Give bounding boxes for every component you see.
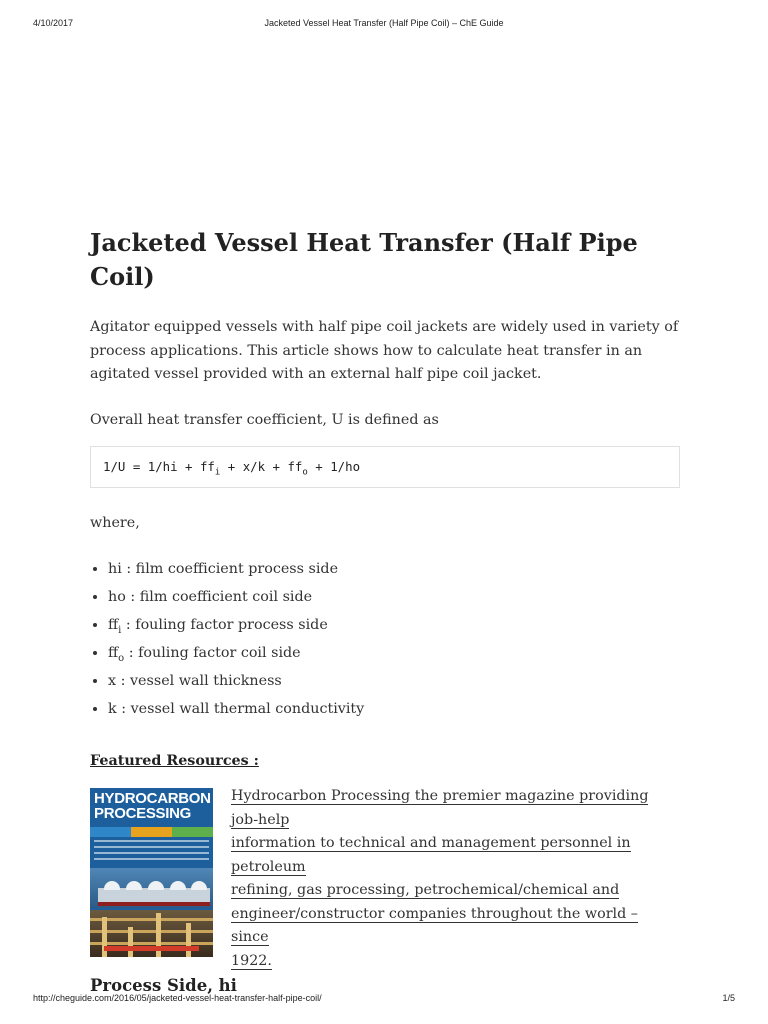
- list-item: [108, 670, 680, 698]
- featured-resources-heading: Featured Resources :: [90, 753, 259, 770]
- definition-text: : film coefficient process side: [121, 560, 339, 577]
- equation-part: 1/U = 1/hi + ff: [103, 459, 215, 474]
- print-page-title: Jacketed Vessel Heat Transfer (Half Pipe Coil) – ChE Guide: [264, 18, 504, 28]
- definition-text: : vessel wall thickness: [116, 673, 282, 690]
- definition-text: : film coefficient coil side: [125, 588, 313, 605]
- equation-subscript: o: [302, 467, 308, 478]
- equation-part: + 1/ho: [307, 459, 361, 474]
- definition-text: : fouling factor process side: [121, 616, 328, 633]
- list-item: [108, 698, 680, 726]
- resource-link-line[interactable]: 1922.: [231, 952, 272, 969]
- cover-title-line: HYDROCARBON: [94, 790, 211, 808]
- print-date: 4/10/2017: [33, 18, 74, 28]
- article-title: Jacketed Vessel Heat Transfer (Half Pipe Coil): [90, 228, 638, 291]
- definitions-list: [90, 558, 680, 727]
- u-definition-text: Overall heat transfer coefficient, U is defined as: [90, 411, 439, 428]
- resource-link-line[interactable]: Hydrocarbon Processing the premier magazine providing job-help: [231, 788, 649, 828]
- definition-symbol: ff: [108, 616, 119, 633]
- cover-masthead: [94, 791, 212, 821]
- definition-text: : vessel wall thermal conductivity: [116, 701, 365, 718]
- equation-subscript: i: [214, 467, 221, 478]
- page-number: 1/5: [722, 993, 735, 1003]
- cover-ship: [98, 888, 210, 906]
- cover-text-lines: [94, 840, 209, 870]
- definition-subscript: o: [118, 652, 125, 664]
- cover-color-stripe: [90, 827, 213, 837]
- definition-symbol: ho: [108, 588, 126, 605]
- intro-paragraph: Agitator equipped vessels with half pipe coil jackets are widely used in variety of process applications. This article shows how to calculate heat transfer in an agitated vessel provided with an external half pipe coil jacket.: [90, 319, 679, 382]
- cover-title-line: PROCESSING: [94, 805, 192, 823]
- section-heading: Process Side, hi: [90, 976, 237, 996]
- definition-symbol: ff: [108, 644, 119, 661]
- equation-part: + x/k + ff: [220, 459, 303, 474]
- featured-resource: [90, 785, 680, 969]
- article: [90, 226, 680, 999]
- list-item: [108, 586, 680, 614]
- equation-box: [90, 446, 680, 488]
- definition-symbol: hi: [108, 560, 122, 577]
- page-url: http://cheguide.com/2016/05/jacketed-vessel-heat-transfer-half-pipe-coil/: [33, 993, 322, 1003]
- definition-subscript: i: [118, 624, 122, 636]
- resource-link-line[interactable]: refining, gas processing, petrochemical/chemical and: [231, 882, 620, 899]
- resource-link-line[interactable]: information to technical and management personnel in petroleum: [231, 835, 631, 875]
- magazine-cover-image[interactable]: [90, 788, 213, 957]
- where-text: where,: [90, 515, 140, 531]
- definition-text: : fouling factor coil side: [124, 644, 301, 661]
- list-item: [108, 614, 680, 642]
- resource-link-line[interactable]: engineer/constructor companies throughout the world – since: [231, 905, 638, 946]
- definition-symbol: x: [108, 673, 117, 690]
- resource-link[interactable]: [231, 785, 680, 973]
- definition-symbol: k: [108, 701, 117, 718]
- list-item: [108, 642, 680, 670]
- cover-badge: [104, 946, 199, 951]
- list-item: [108, 558, 680, 586]
